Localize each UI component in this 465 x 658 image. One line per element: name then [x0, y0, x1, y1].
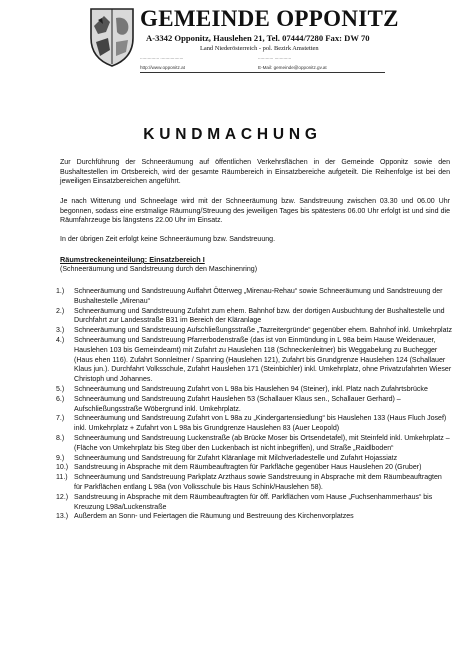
- item-number: 11.): [56, 474, 68, 482]
- website-text[interactable]: http://www.opponitz.at: [140, 65, 185, 70]
- list-item: [56, 473, 452, 493]
- item-number: 3.): [56, 327, 65, 335]
- list-item: [56, 307, 452, 327]
- email-text[interactable]: E-Mail: gemeinde@opponitz.gv.at: [258, 65, 327, 70]
- contact-small-left: ............... ..................: [140, 55, 184, 60]
- item-number: 2.): [56, 307, 65, 315]
- address-line: A-3342 Opponitz, Hauslehen 21, Tel. 07444/7280 Fax: DW 70: [146, 33, 370, 43]
- item-text: Schneeräumung und Sandstreuung Zufahrt Hauslehen 53 (Schallauer Klaus sen., Schallauer Gerhard) – Aufschließungsstraße Wöbergrund inkl. Umkehrplatz.: [74, 395, 401, 413]
- list-item: [56, 395, 452, 415]
- item-number: 4.): [56, 336, 65, 344]
- item-number: 5.): [56, 385, 65, 393]
- item-text: Schneeräumung und Sandstreuung Zufahrt von L 98a bis Hauslehen 94 (Steiner), inkl. Platz nach Zufahrtsbrücke: [74, 385, 428, 393]
- item-text: Schneeräumung und Sandstreuung Luckenstraße (ab Brücke Moser bis Ortsendetafel), mit Steinfeld inkl. Umkehrplatz – (Fläche von Umkehrplatz bis Steg über den Luckenbach ist nicht inbegriffen), und Straße „Raidlboden“: [74, 434, 450, 452]
- item-text: Schneeräumung und Sandstreuung Pfarrerbodenstraße (das ist von Einmündung in L 98a beim Hause Weidenauer, Hauslehen 103 bis Gemeindeamt) mit Zufahrt zu Hauslehen 118 (Schneckenleitner) bis Weggabelung zu Buchegger (Haus ehen 116). Zufahrt Sonnleitner / Spanring (Hauslehen 121), Zufahrt bis Grundgrenze Hauslehen 124 (Schallauer Klaus jun.). Durchfahrt Volksschule, Zufahrt Hauslehen 171 (Steinbichler) inkl. Umkehrplatz, ohne Privatzufahrten Wieser Christoph und Johannes.: [74, 336, 452, 384]
- item-text: Schneeräumung und Sandstreuung Zufahrt zum ehem. Bahnhof bzw. der dortigen Ausbuchtung der Bushaltestelle und Durchfahrt zur Landesstraße B31 im Bereich der Kläranlage: [74, 307, 445, 325]
- item-text: Schneeräumung und Sandstreuung Zufahrt von L 98a zu „Kindergartensiedlung“ bis Hauslehen 133 (Haus Fluch Josef) inkl. Umkehrplatz + Zufahrt von L 98a bis Grundgrenze Hauslehen 83 (Auer Leopold): [74, 415, 447, 433]
- timing-paragraph: Je nach Witterung und Schneelage wird mit der Schneeräumung bzw. Sandstreuung zwischen 03.30 und 06.00 Uhr begonnen, sodass eine erstmalige Räumung/Streuung des jeweiligen Tages bis spätestens 06.00 Uhr erfolgt ist und sind die Räumfahrzeuge bis längstens 22.00 Uhr im Einsatz.: [60, 198, 450, 225]
- item-number: 13.): [56, 513, 69, 521]
- route-list: [56, 287, 453, 522]
- item-text: Schneeräumung und Sandstreuung Parkplatz Arzthaus sowie Sandstreuung in Absprache mit dem Räumbeauftragten für Parkflächen entlang L 98a (von Volksschule bis Haus Schink/Hauslehen 58).: [74, 474, 442, 491]
- item-number: 12.): [56, 493, 69, 501]
- item-number: 8.): [56, 434, 65, 442]
- item-number: 7.): [56, 415, 65, 423]
- section-subheading: (Schneeräumung und Sandstreuung durch den Maschinenring): [60, 266, 258, 273]
- list-item: [56, 287, 452, 307]
- coat-of-arms-icon: [86, 6, 138, 68]
- list-item: [56, 512, 452, 522]
- contact-small-right: ............ .............: [258, 55, 292, 60]
- item-text: Schneeräumung und Sandstreuung Auffahrt Ötterweg „Mirenau-Rehau“ sowie Schneeräumung und Sandstreuung der Bushaltestelle „Mirenau“: [74, 288, 443, 305]
- section-heading: Räumstreckeneinteilung: Einsatzbereich I: [60, 255, 205, 264]
- item-number: 1.): [56, 288, 65, 295]
- list-item: [56, 434, 452, 454]
- list-item: [56, 385, 452, 395]
- header-divider: [140, 72, 385, 73]
- item-text: Sandstreuung in Absprache mit dem Räumbeauftragten für öff. Parkflächen vom Hause „Fuchsenhammerhaus“ bis Kreuzung L98a/Luckenstraße: [74, 493, 433, 511]
- note-paragraph: In der übrigen Zeit erfolgt keine Schneeräumung bzw. Sandstreuung.: [60, 236, 276, 243]
- list-item: [56, 493, 452, 513]
- list-item: [56, 326, 453, 336]
- item-number: 9.): [56, 454, 65, 462]
- district-line: Land Niederösterreich - pol. Bezirk Amstetten: [200, 45, 319, 52]
- list-item: [56, 454, 452, 464]
- list-item: [56, 463, 452, 473]
- municipality-title: GEMEINDE OPPONITZ: [140, 6, 399, 31]
- item-text: Sandstreuung in Absprache mit dem Räumbeauftragten für Parkfläche gegenüber Haus Hauslehen 20 (Gruber): [74, 464, 422, 472]
- intro-paragraph: Zur Durchführung der Schneeräumung auf öffentlichen Verkehrsflächen in der Gemeinde Opponitz sowie den Bushaltestellen im Ortsbereich, wird der gesamte Räumbereich in Einsatzbereiche aufgeteilt. Die Reihenfolge ist bei den jeweiligen Einsatzbereichen angeführt.: [60, 159, 450, 186]
- document-title: KUNDMACHUNG: [143, 126, 322, 143]
- item-text: Außerdem an Sonn- und Feiertagen die Räumung und Bestreuung des Kirchenvorplatzes: [74, 513, 354, 521]
- item-text: Schneeräumung und Sandstreuung für Zufahrt Kläranlage mit Milchverladestelle und Zufahrt Hojassiatz: [74, 454, 398, 462]
- list-item: [56, 336, 452, 385]
- list-item: [56, 414, 452, 434]
- item-number: 10.): [56, 464, 69, 472]
- item-text: Schneeräumung und Sandstreuung Aufschließungsstraße „Tazreitergründe“ gegenüber ehem. Bahnhof inkl. Umkehrplatz: [74, 327, 453, 335]
- item-number: 6.): [56, 395, 65, 403]
